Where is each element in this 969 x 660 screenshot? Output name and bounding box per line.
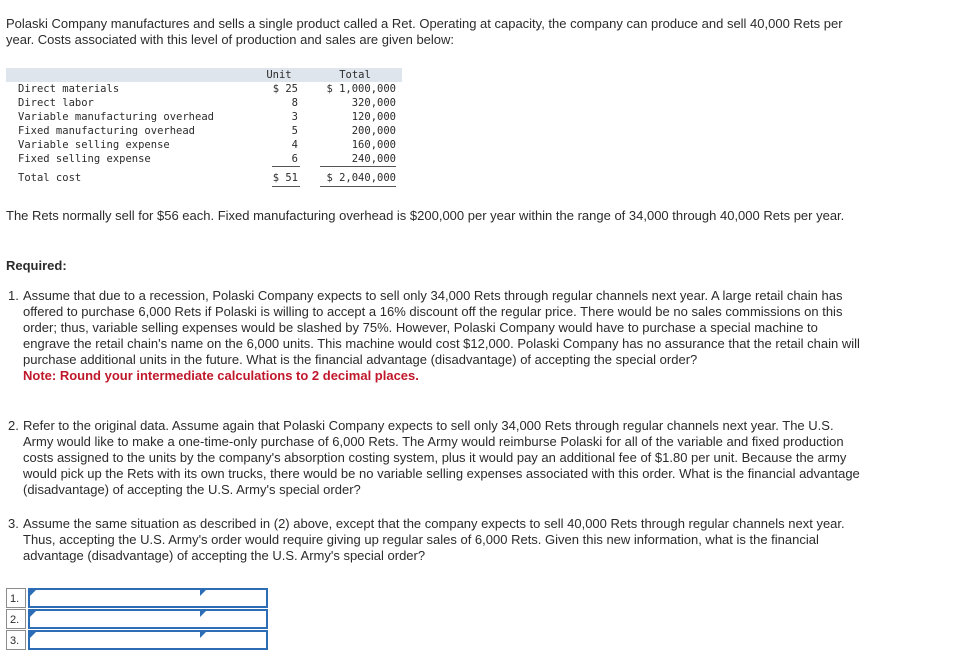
row-label: Fixed selling expense bbox=[18, 153, 151, 165]
row-unit: $ 25 bbox=[272, 83, 298, 95]
question-number: 2. bbox=[8, 418, 19, 433]
row-total: 160,000 bbox=[351, 139, 396, 151]
answer-label: 1. bbox=[6, 588, 26, 608]
header-total: Total bbox=[339, 69, 371, 81]
answer-label: 3. bbox=[6, 630, 26, 650]
total-row-label: Total cost bbox=[18, 172, 82, 184]
question-text: Assume the same situation as described in (2) above, except that the company expects to sell 40,000 Rets through regular channels next year. Thus, accepting the U.S. Army's order would require giving up regular sales of 6,000 Rets. Given this new information, what is the financial advantage (disadvantage) of accepting the U.S. Army's special order? bbox=[23, 516, 845, 563]
row-label: Fixed manufacturing overhead bbox=[18, 125, 196, 137]
rounding-note: Note: Round your intermediate calculations to 2 decimal places. bbox=[23, 368, 419, 383]
header-unit: Unit bbox=[266, 69, 292, 81]
input-marker-icon bbox=[200, 632, 206, 638]
input-marker-icon bbox=[30, 590, 36, 596]
row-unit: 8 bbox=[291, 97, 298, 109]
question-number: 3. bbox=[8, 516, 19, 531]
total-underline-unit bbox=[272, 186, 300, 187]
row-total: 320,000 bbox=[351, 97, 396, 109]
input-marker-icon bbox=[200, 611, 206, 617]
intro-paragraph: Polaski Company manufactures and sells a single product called a Ret. Operating at capacity, the company can produce and sell 40,000 Rets per year. Costs associated with this level of production and sales are given below: bbox=[6, 16, 843, 47]
row-label: Direct materials bbox=[18, 83, 120, 95]
row-total: 120,000 bbox=[351, 111, 396, 123]
answer-input-2[interactable] bbox=[28, 609, 268, 629]
row-unit: 3 bbox=[291, 111, 298, 123]
row-total: 200,000 bbox=[351, 125, 396, 137]
subtotal-line-unit bbox=[272, 166, 300, 167]
row-unit: 5 bbox=[291, 125, 298, 137]
row-unit: 6 bbox=[291, 153, 298, 165]
question-number: 1. bbox=[8, 288, 19, 303]
required-heading: Required: bbox=[6, 258, 67, 273]
input-marker-icon bbox=[30, 611, 36, 617]
subtotal-line-total bbox=[320, 166, 396, 167]
question-text: Refer to the original data. Assume again that Polaski Company expects to sell only 34,000 Rets through regular channels next year. The U.S. Army would like to make a one-time-only purchase of 6,000 Rets. The Army would reimburse Polaski for all of the variable and fixed production costs assigned to the units by the company's absorption costing system, plus it would pay an additional fee of $1.80 per unit. Because the army would pick up the Rets with its own trucks, there would be no variable selling expenses associated with this order. What is the financial advantage (disadvantage) of accepting the U.S. Army's special order? bbox=[23, 418, 860, 497]
total-row-total: $ 2,040,000 bbox=[326, 172, 396, 184]
row-total: $ 1,000,000 bbox=[326, 83, 396, 95]
price-paragraph: The Rets normally sell for $56 each. Fixed manufacturing overhead is $200,000 per year within the range of 34,000 through 40,000 Rets per year. bbox=[6, 208, 845, 223]
answer-input-3[interactable] bbox=[28, 630, 268, 650]
input-marker-icon bbox=[200, 590, 206, 596]
row-label: Variable manufacturing overhead bbox=[18, 111, 214, 123]
answer-label: 2. bbox=[6, 609, 26, 629]
answer-input-1[interactable] bbox=[28, 588, 268, 608]
row-total: 240,000 bbox=[351, 153, 396, 165]
question-text: Assume that due to a recession, Polaski Company expects to sell only 34,000 Rets through regular channels next year. A large retail chain has offered to purchase 6,000 Rets if Polaski is willing to accept a 16% discount off the regular price. There would be no sales commissions on this order; thus, variable selling expenses would be slashed by 75%. However, Polaski Company would have to purchase a special machine to engrave the retail chain's name on the 6,000 units. This machine would cost $12,000. Polaski Company has no assurance that the retail chain will purchase additional units in the future. What is the financial advantage (disadvantage) of accepting the special order? bbox=[23, 288, 860, 367]
row-unit: 4 bbox=[291, 139, 298, 151]
total-underline-total bbox=[320, 186, 396, 187]
row-label: Variable selling expense bbox=[18, 139, 170, 151]
cost-table bbox=[6, 68, 402, 188]
input-marker-icon bbox=[30, 632, 36, 638]
total-row-unit: $ 51 bbox=[272, 172, 298, 184]
row-label: Direct labor bbox=[18, 97, 94, 109]
